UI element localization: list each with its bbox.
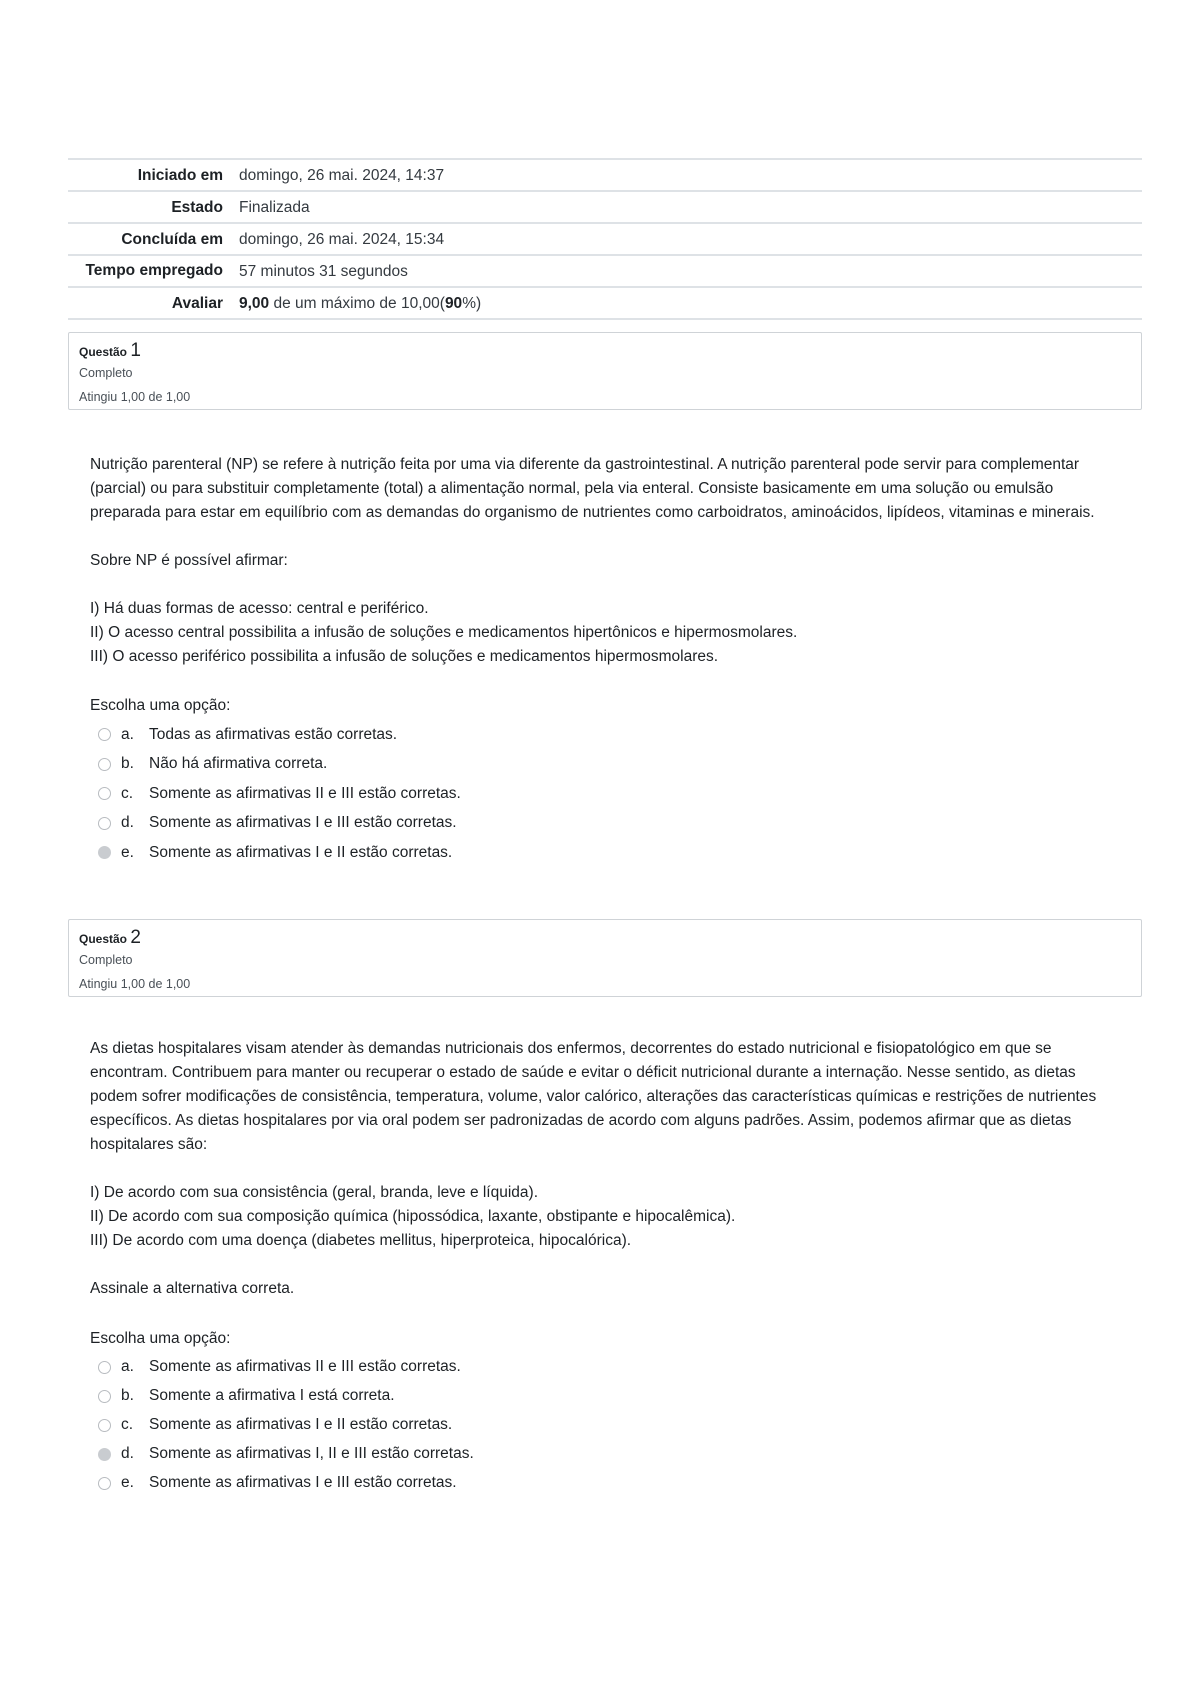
summary-value: Finalizada xyxy=(239,199,310,216)
summary-label: Avaliar xyxy=(171,295,223,312)
option-letter: e. xyxy=(121,1474,134,1491)
answer-option-selected[interactable] xyxy=(98,1440,1120,1469)
attempt-summary-table xyxy=(68,158,1142,320)
summary-value xyxy=(237,287,1142,319)
option-text: Somente as afirmativas II e III estão corretas. xyxy=(149,1358,461,1375)
option-text: Somente as afirmativas I e II estão corretas. xyxy=(149,843,453,861)
question-prefix: Questão xyxy=(79,931,128,946)
question-info-box xyxy=(68,332,1142,410)
option-letter: a. xyxy=(121,1358,134,1375)
radio-button[interactable] xyxy=(98,1390,111,1403)
question-lead: Sobre NP é possível afirmar: xyxy=(90,552,288,569)
statement: I) Há duas formas de acesso: central e periférico. xyxy=(90,600,429,617)
statement: III) O acesso periférico possibilita a infusão de soluções e medicamentos hipermosmolares. xyxy=(90,648,719,665)
question-number xyxy=(79,341,1131,362)
answer-options xyxy=(90,1353,1120,1498)
answer-options xyxy=(90,720,1120,868)
option-letter: e. xyxy=(121,843,134,861)
question-state: Completo xyxy=(79,366,133,380)
option-letter: a. xyxy=(121,725,134,743)
summary-row-started xyxy=(68,159,1142,191)
statement: II) De acordo com sua composição química (hipossódica, laxante, obstipante e hipocalêmica). xyxy=(90,1207,736,1225)
choice-prompt: Escolha uma opção: xyxy=(90,697,231,714)
radio-button-selected[interactable] xyxy=(98,846,111,859)
radio-button-selected[interactable] xyxy=(98,1448,111,1461)
question-grade: Atingiu 1,00 de 1,00 xyxy=(79,976,191,991)
option-letter: b. xyxy=(121,755,134,773)
option-text: Somente as afirmativas I e II estão corretas. xyxy=(149,1416,453,1433)
summary-value: 57 minutos 31 segundos xyxy=(239,263,408,280)
summary-row-grade xyxy=(68,287,1142,319)
summary-row-time-taken xyxy=(68,255,1142,287)
question-num: 2 xyxy=(130,926,141,948)
summary-value: domingo, 26 mai. 2024, 15:34 xyxy=(239,231,445,248)
answer-option[interactable] xyxy=(98,809,1120,839)
question-info-box xyxy=(68,919,1142,997)
answer-option[interactable] xyxy=(98,1353,1120,1382)
summary-label: Iniciado em xyxy=(137,167,223,184)
answer-option[interactable] xyxy=(98,779,1120,809)
question-grade: Atingiu 1,00 de 1,00 xyxy=(79,390,191,404)
statement: I) De acordo com sua consistência (geral, branda, leve e líquida). xyxy=(90,1183,539,1201)
option-text: Somente a afirmativa I está correta. xyxy=(149,1387,395,1404)
question-text: Nutrição parenteral (NP) se refere à nutrição feita por uma via diferente da gastrointestinal. A nutrição parenteral pode servir para complementar (parcial) ou para substituir completamente (total) a alimentação normal, pela via enteral. Consiste basicamente em uma solução ou emulsão preparada para estar em equilíbrio com as demandas do organismo de nutrientes como carboidratos, aminoácidos, lipídeos, vitaminas e minerais. xyxy=(90,456,1095,521)
option-letter: c. xyxy=(121,1416,134,1433)
answer-option[interactable] xyxy=(98,1411,1120,1440)
option-text: Todas as afirmativas estão corretas. xyxy=(149,725,398,743)
question-lead: Assinale a alternativa correta. xyxy=(90,1279,295,1297)
summary-label: Concluída em xyxy=(121,231,223,248)
grade-score: 9,00 xyxy=(239,295,270,312)
option-text: Somente as afirmativas I e III estão corretas. xyxy=(149,1474,457,1491)
option-text: Somente as afirmativas I e III estão corretas. xyxy=(149,814,457,832)
summary-label: Estado xyxy=(171,199,223,216)
question-text: As dietas hospitalares visam atender às demandas nutricionais dos enfermos, decorrentes do estado nutricional e fisiopatológico em que se encontram. Contribuem para manter ou recuperar o estado de saúde e evitar o déficit nutricional durante a internação. Nesse sentido, as dietas podem sofrer modificações de consistência, temperatura, volume, valor calórico, alterações das características químicas e restrições de nutrientes específicos. As dietas hospitalares por via oral podem ser padronizadas de acordo com alguns padrões. Assim, podemos afirmar que as dietas hospitalares são: xyxy=(90,1039,1097,1153)
option-letter: d. xyxy=(121,814,134,832)
grade-suffix: %) xyxy=(462,295,482,312)
question-number xyxy=(79,928,1131,949)
grade-percent: 90 xyxy=(444,295,463,312)
question-num: 1 xyxy=(130,340,141,361)
grade-max: de um máximo de 10,00( xyxy=(273,295,445,312)
summary-row-completed xyxy=(68,223,1142,255)
quiz-review-page xyxy=(68,158,1142,1498)
summary-value: domingo, 26 mai. 2024, 14:37 xyxy=(239,167,445,184)
radio-button[interactable] xyxy=(98,1419,111,1432)
radio-button[interactable] xyxy=(98,758,111,771)
question-content xyxy=(68,1037,1142,1498)
statement: II) O acesso central possibilita a infusão de soluções e medicamentos hipertônicos e hipermosmolares. xyxy=(90,624,798,641)
radio-button[interactable] xyxy=(98,817,111,830)
option-text: Não há afirmativa correta. xyxy=(149,755,328,773)
summary-row-state xyxy=(68,191,1142,223)
option-text: Somente as afirmativas I, II e III estão corretas. xyxy=(149,1445,474,1462)
answer-option[interactable] xyxy=(98,1469,1120,1498)
choice-prompt: Escolha uma opção: xyxy=(90,1329,231,1347)
option-letter: d. xyxy=(121,1445,134,1462)
statement: III) De acordo com uma doença (diabetes mellitus, hiperproteica, hipocalórica). xyxy=(90,1231,632,1249)
answer-option[interactable] xyxy=(98,750,1120,780)
answer-option-selected[interactable] xyxy=(98,838,1120,868)
radio-button[interactable] xyxy=(98,1477,111,1490)
question-prefix: Questão xyxy=(79,345,128,359)
summary-label: Tempo empregado xyxy=(85,262,223,279)
question-state: Completo xyxy=(79,952,133,967)
radio-button[interactable] xyxy=(98,728,111,741)
option-letter: c. xyxy=(121,784,134,802)
option-letter: b. xyxy=(121,1387,134,1404)
radio-button[interactable] xyxy=(98,1361,111,1374)
answer-option[interactable] xyxy=(98,720,1120,750)
answer-option[interactable] xyxy=(98,1382,1120,1411)
option-text: Somente as afirmativas II e III estão corretas. xyxy=(149,784,461,802)
radio-button[interactable] xyxy=(98,787,111,800)
question-content xyxy=(68,453,1142,868)
